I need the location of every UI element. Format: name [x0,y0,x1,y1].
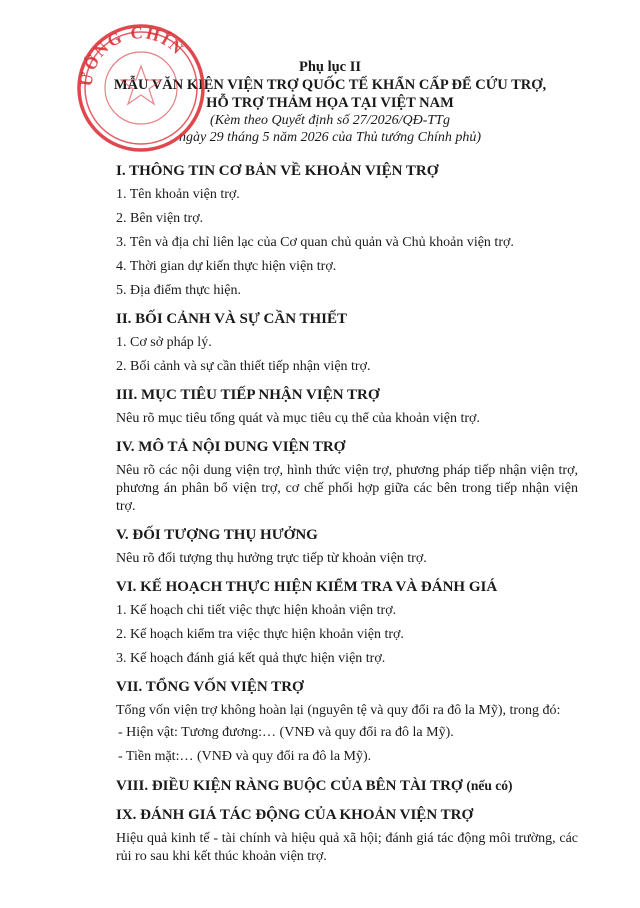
list-item: 1. Tên khoản viện trợ. [116,187,240,202]
section-8-heading [116,776,578,796]
seal-text: ƯỚNG CHÍN [76,23,189,88]
list-item: 3. Tên và địa chỉ liên lạc của Cơ quan chủ quản và Chủ khoản viện trợ. [116,235,514,250]
section-5-heading: V. ĐỐI TƯỢNG THỤ HƯỞNG [116,527,318,543]
list-item: 3. Kế hoạch đánh giá kết quả thực hiện viện trợ. [116,651,386,666]
document-header [80,58,580,146]
list-item: - Tiền mặt:… (VNĐ và quy đổi ra đô la Mỹ). [118,749,372,764]
section-9-text: Hiệu quả kinh tế - tài chính và hiệu quả xã hội; đánh giá tác động môi trường, các rủi ro sau khi kết thúc khoản viện trợ. [116,831,578,864]
document-subtitle-line-1: (Kèm theo Quyết định số 27/2026/QĐ-TTg [210,113,450,128]
appendix-label: Phụ lục II [298,59,362,75]
section-7-text: Tổng vốn viện trợ không hoàn lại (nguyên tệ và quy đổi ra đô la Mỹ), trong đó: [116,703,561,718]
section-2-heading: II. BỐI CẢNH VÀ SỰ CẦN THIẾT [116,311,348,327]
section-5-text: Nêu rõ đối tượng thụ hưởng trực tiếp từ khoản viện trợ. [116,551,427,566]
section-1-heading: I. THÔNG TIN CƠ BẢN VỀ KHOẢN VIỆN TRỢ [116,163,439,179]
list-item: - Hiện vật: Tương đương:… (VNĐ và quy đổi ra đô la Mỹ). [118,725,454,740]
list-item: 2. Bối cảnh và sự cần thiết tiếp nhận viện trợ. [116,359,371,374]
list-item: 1. Cơ sở pháp lý. [116,335,212,350]
section-3-heading: III. MỤC TIÊU TIẾP NHẬN VIỆN TRỢ [116,387,380,403]
list-item: 2. Bên viện trợ. [116,211,204,226]
list-item: 4. Thời gian dự kiến thực hiện viện trợ. [116,259,337,274]
document-title-line-1: MẪU VĂN KIỆN VIỆN TRỢ QUỐC TẾ KHẨN CẤP ĐỂ CỨU TRỢ, [113,77,547,93]
list-item: 5. Địa điểm thực hiện. [116,283,242,298]
section-9-heading: IX. ĐÁNH GIÁ TÁC ĐỘNG CỦA KHOẢN VIỆN TRỢ [116,807,474,823]
section-7-heading: VII. TỔNG VỐN VIỆN TRỢ [116,679,304,695]
document-subtitle-line-2: ngày 29 tháng 5 năm 2026 của Thủ tướng Chính phủ) [178,130,482,145]
document-title-line-2: HỖ TRỢ THẢM HỌA TẠI VIỆT NAM [206,95,454,111]
section-3-text: Nêu rõ mục tiêu tổng quát và mục tiêu cụ thể của khoản viện trợ. [116,411,480,426]
section-4-heading: IV. MÔ TẢ NỘI DUNG VIỆN TRỢ [116,439,346,455]
section-6-heading: VI. KẾ HOẠCH THỰC HIỆN KIỂM TRA VÀ ĐÁNH GIÁ [116,579,498,595]
list-item: 2. Kế hoạch kiểm tra việc thực hiện khoản viện trợ. [116,627,404,642]
document-body [116,158,578,870]
section-4-text: Nêu rõ các nội dung viện trợ, hình thức viện trợ, phương pháp tiếp nhận viện trợ, phương án phân bổ viện trợ, cơ chế phối hợp giữa các bên trong tiếp nhận viện trợ. [116,463,578,514]
section-8-title: VIII. ĐIỀU KIỆN RÀNG BUỘC CỦA BÊN TÀI TRỢ [116,778,463,794]
list-item: 1. Kế hoạch chi tiết việc thực hiện khoản viện trợ. [116,603,397,618]
section-8-suffix: (nếu có) [466,778,513,793]
